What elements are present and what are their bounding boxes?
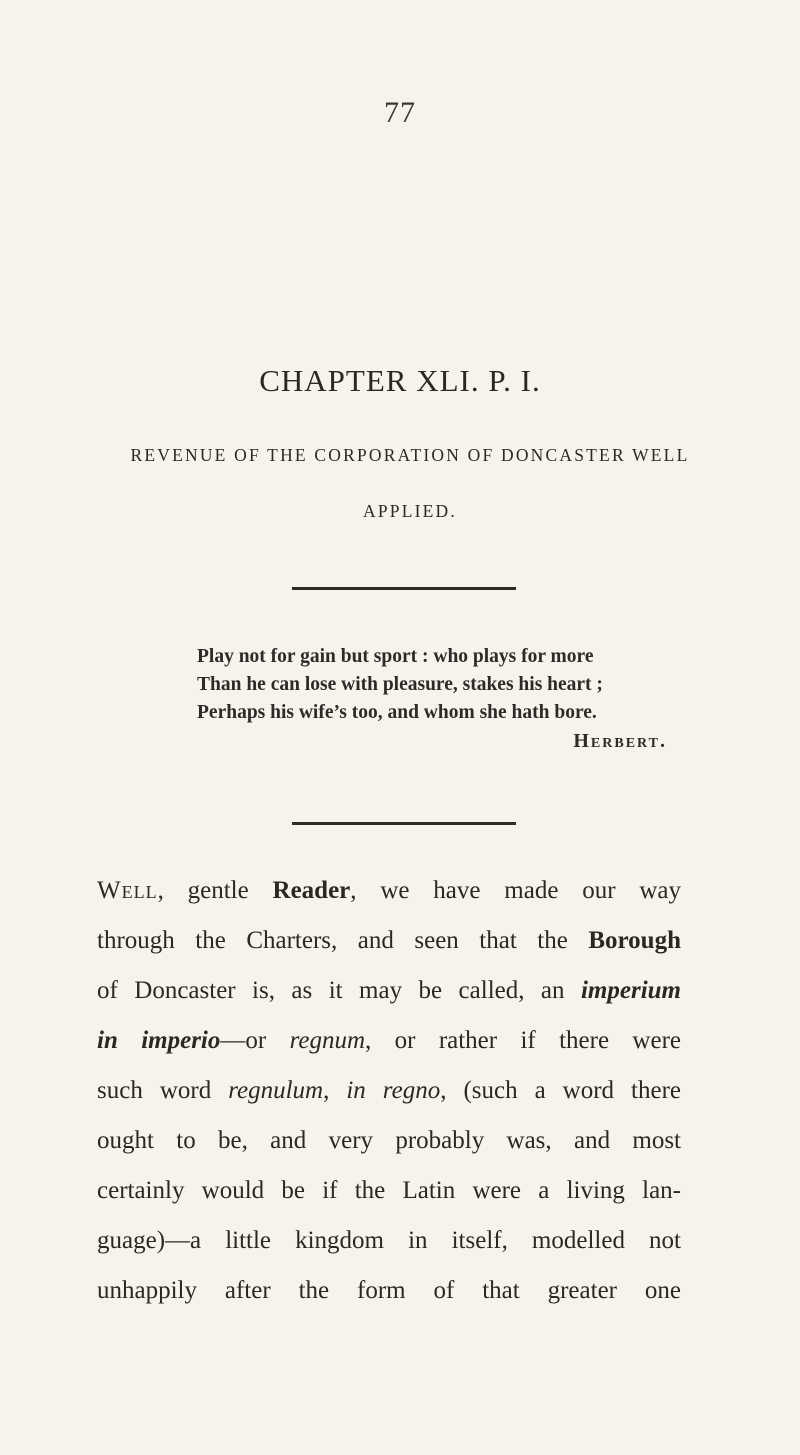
body-line-4 — [97, 1016, 681, 1066]
emphasis-imperium: imperium — [580, 977, 681, 1004]
body-line-9: unhappily after the form of that greater one — [97, 1277, 681, 1304]
text-run: —or — [220, 1027, 290, 1054]
emphasis-in-imperio: in imperio — [97, 1027, 221, 1054]
body-text — [97, 866, 681, 1316]
text-run: , or rather if there were — [365, 1027, 681, 1054]
text-run: of Doncaster is, as it may be called, an — [97, 977, 581, 1004]
chapter-subtitle-line-1: REVENUE OF THE CORPORATION OF DONCASTER WELL — [130, 445, 690, 465]
body-line-6: ought to be, and very probably was, and most — [97, 1127, 681, 1154]
chapter-title: CHAPTER XLI. P. I. — [259, 363, 541, 398]
bottom-divider-rule — [292, 822, 516, 825]
emphasis-borough: Borough — [588, 927, 681, 954]
opening-word: Well — [97, 877, 158, 904]
emphasis-in-regno: in regno — [346, 1077, 441, 1104]
text-run: , (such a word there — [440, 1077, 682, 1104]
emphasis-regnum: regnum — [289, 1027, 366, 1054]
epigraph-line-1: Play not for gain but sport : who plays for more — [197, 646, 594, 667]
chapter-subtitle-line-2: APPLIED. — [363, 501, 457, 521]
body-line-3 — [97, 966, 681, 1016]
page-number: 77 — [384, 96, 416, 129]
epigraph-line-2: Than he can lose with pleasure, stakes his heart ; — [197, 674, 603, 695]
emphasis-reader: Reader — [272, 877, 351, 904]
text-run: such word — [97, 1077, 229, 1104]
top-divider-rule — [292, 587, 516, 590]
epigraph-attribution: Herbert. — [573, 730, 667, 752]
epigraph — [197, 643, 677, 755]
body-line-5 — [97, 1066, 681, 1116]
emphasis-regnulum: regnulum — [228, 1077, 324, 1104]
text-run: , — [323, 1077, 347, 1104]
chapter-subtitle — [130, 427, 690, 539]
text-run: through the Charters, and seen that the — [97, 927, 589, 954]
body-line-8: guage)—a little kingdom in itself, modelled not — [97, 1227, 681, 1254]
text-run: , we have made our way — [350, 877, 681, 904]
body-line-1 — [97, 866, 681, 916]
body-line-7: certainly would be if the Latin were a living lan- — [97, 1177, 681, 1204]
text-run: , gentle — [157, 877, 273, 904]
epigraph-line-3: Perhaps his wife’s too, and whom she hath bore. — [197, 702, 597, 723]
body-line-2 — [97, 916, 681, 966]
